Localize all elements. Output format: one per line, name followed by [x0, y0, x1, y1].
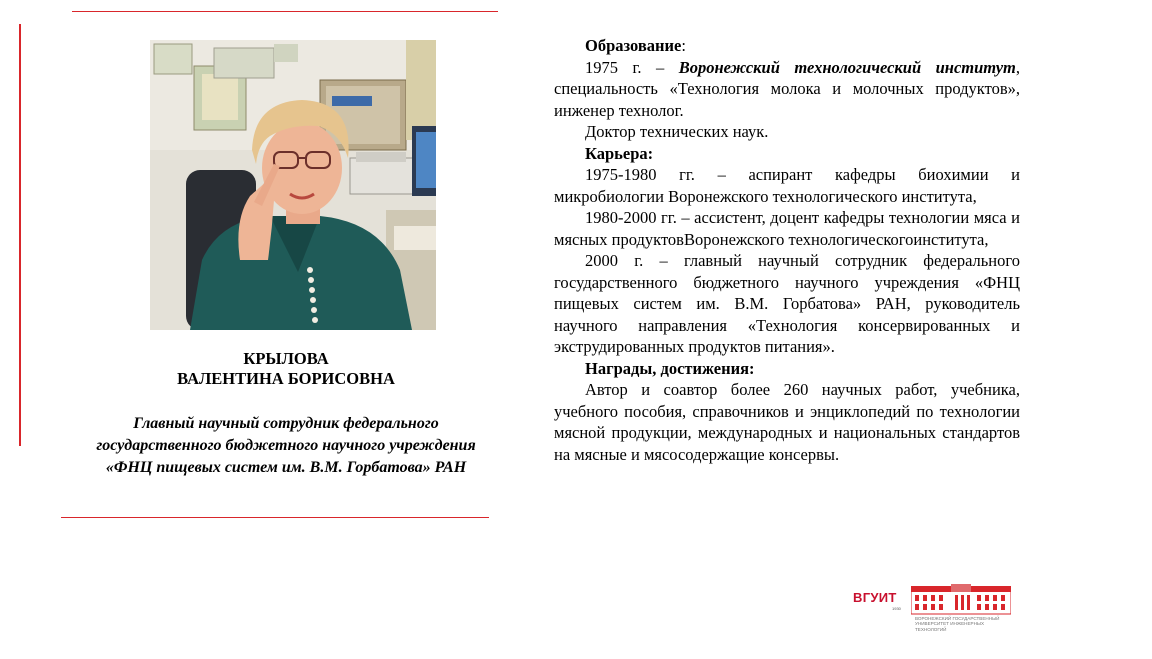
- position-line-3: «ФНЦ пищевых систем им. В.М. Горбатова» РАН: [105, 459, 467, 476]
- top-divider: [72, 11, 498, 12]
- left-accent-bar: [19, 24, 21, 446]
- awards-heading: Награды, достижения:: [585, 358, 755, 378]
- career-heading: Карьера:: [585, 143, 654, 163]
- education-details: , специальность «Технология молока и молочных продуктов», инженер технолог.: [554, 57, 1020, 120]
- career-entry-2: 1980-2000 гг. – ассистент, доцент кафедры технологии мяса и мясных продуктовВоронежского технологическогоинститута,: [554, 208, 1020, 249]
- education-heading: Образование: [585, 36, 682, 55]
- academic-degree: Доктор технических наук.: [585, 122, 769, 141]
- university-logo: [853, 582, 1023, 638]
- logo-wordmark: ВГУИТ: [853, 590, 897, 605]
- portrait-photo: [150, 40, 436, 330]
- awards-text: Автор и соавтор более 260 научных работ, учебника, учебного пособия, справочников и энциклопедий по технологии мясной продукции, международных и национальных стандартов на мясные и мясосодержащие консервы.: [554, 380, 1020, 464]
- bottom-divider: [61, 517, 489, 518]
- biography: [554, 35, 1020, 465]
- position-line-1: Главный научный сотрудник федерального: [133, 415, 439, 432]
- job-position: [56, 413, 516, 479]
- logo-caption-line-2: УНИВЕРСИТЕТ ИНЖЕНЕРНЫХ: [915, 621, 985, 627]
- education-colon: :: [681, 36, 686, 55]
- logo-caption: [915, 616, 1023, 632]
- logo-caption-line-3: ТЕХНОЛОГИЙ: [915, 626, 947, 632]
- career-entry-1: 1975-1980 гг. – аспирант кафедры биохимии и микробиологии Воронежского технологического института,: [554, 165, 1020, 206]
- education-year: 1975 г. –: [585, 57, 679, 77]
- position-line-2: государственного бюджетного научного учреждения: [96, 437, 476, 454]
- logo-year: 1930: [892, 606, 901, 611]
- education-heading-row: [554, 35, 1020, 57]
- logo-caption-line-1: ВОРОНЕЖСКИЙ ГОСУДАРСТВЕННЫЙ: [915, 616, 1000, 621]
- career-entry-3: 2000 г. – главный научный сотрудник федерального государственного бюджетного научного учреждения «ФНЦ пищевых систем им. В.М. Горбатова» РАН, руководитель научного направления «Технология консервированных и экструдированных продуктов питания».: [554, 251, 1020, 356]
- education-institute: Воронежский технологический институт: [678, 57, 1016, 77]
- surname: КРЫЛОВА: [243, 349, 329, 368]
- given-names: ВАЛЕНТИНА БОРИСОВНА: [177, 369, 395, 388]
- person-name: [100, 349, 472, 389]
- education-entry: [554, 57, 1020, 122]
- university-building-icon: [911, 584, 1011, 616]
